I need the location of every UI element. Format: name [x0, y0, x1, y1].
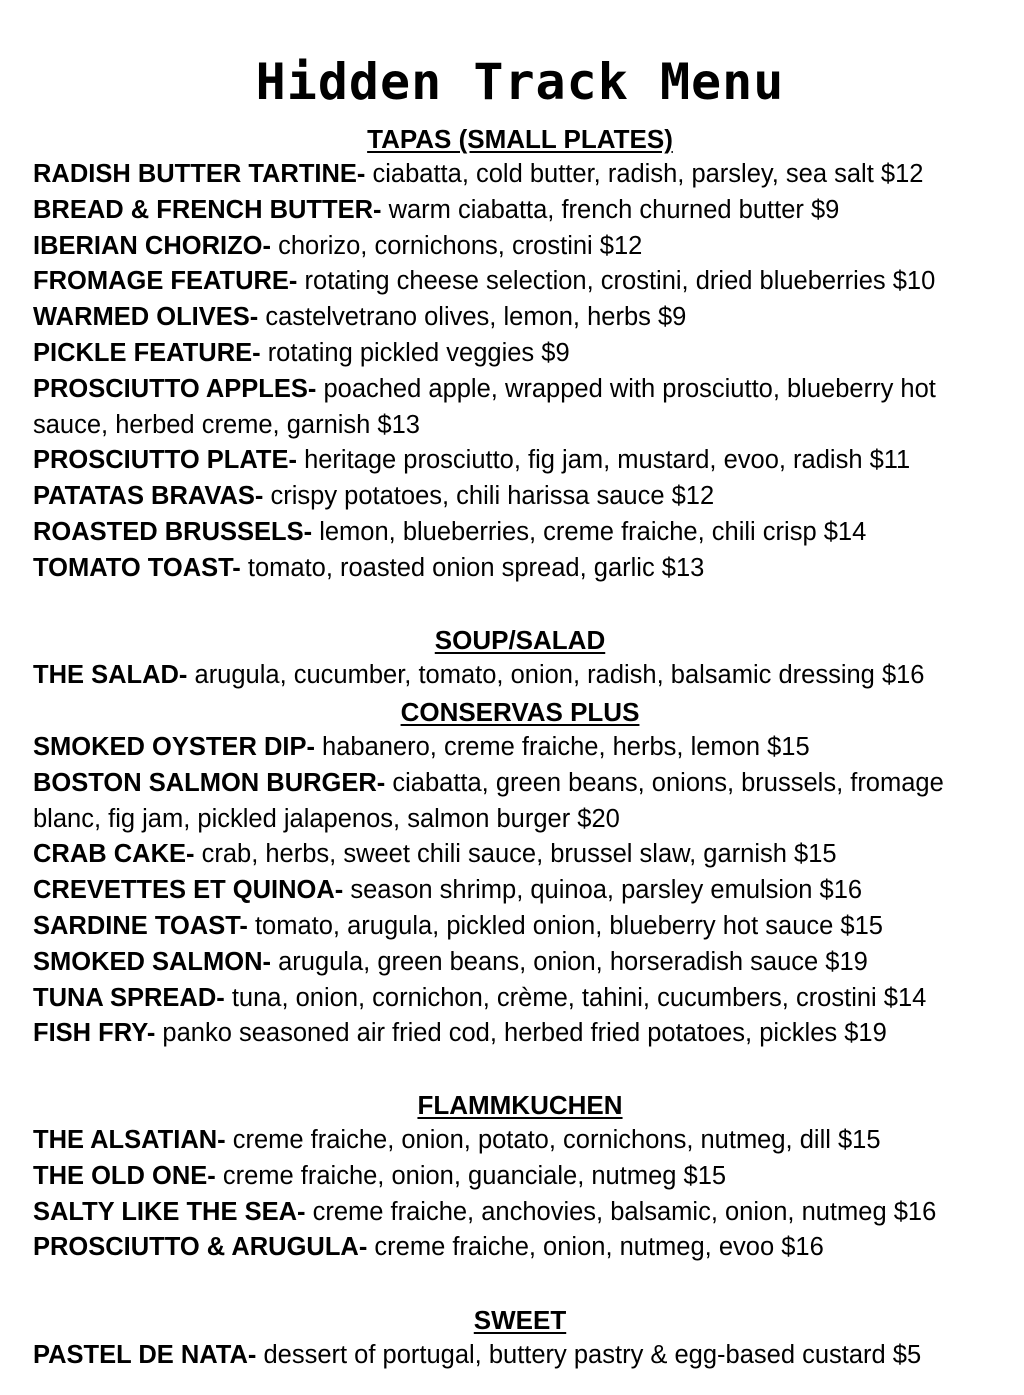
item-name: PROSCIUTTO PLATE-: [33, 446, 297, 475]
item-description: tomato, roasted onion spread, garlic $13: [240, 553, 705, 582]
item-name: SARDINE TOAST-: [33, 911, 248, 940]
item-name: WARMED OLIVES-: [33, 303, 259, 332]
menu-item: [33, 1338, 1024, 1374]
item-description: crab, herbs, sweet chili sauce, brussel slaw, garnish $15: [194, 840, 837, 869]
menu-item: [33, 551, 1024, 587]
menu-item: [33, 479, 1024, 515]
menu-item: [33, 1123, 1024, 1159]
item-description: ciabatta, green beans, onions, brussels, fromage blanc, fig jam, pickled jalapenos, salmon burger $20: [33, 768, 944, 833]
item-name: PROSCIUTTO APPLES-: [33, 374, 317, 403]
menu-item: [33, 837, 1024, 873]
section-heading: SWEET: [473, 1305, 567, 1335]
item-description: heritage prosciutto, fig jam, mustard, evoo, radish $11: [296, 446, 911, 475]
menu-item: [33, 300, 1024, 336]
item-description: poached apple, wrapped with prosciutto, blueberry hot sauce, herbed creme, garnish $13: [33, 374, 936, 439]
item-list: [0, 1123, 1024, 1266]
item-description: season shrimp, quinoa, parsley emulsion $16: [343, 876, 863, 905]
menu-item: [33, 1159, 1024, 1195]
menu-item: [33, 229, 1024, 265]
item-description: panko seasoned air fried cod, herbed fried potatoes, pickles $19: [155, 1019, 887, 1048]
item-description: arugula, cucumber, tomato, onion, radish, balsamic dressing $16: [187, 661, 925, 689]
item-description: arugula, green beans, onion, horseradish sauce $19: [271, 947, 868, 976]
item-list: [0, 658, 1024, 694]
item-list: [0, 157, 1024, 587]
menu-item: [33, 157, 1024, 193]
section-soup-salad: [0, 622, 1024, 694]
item-description: tuna, onion, cornichon, crème, tahini, cucumbers, crostini $14: [224, 983, 927, 1012]
item-description: lemon, blueberries, creme fraiche, chili crisp $14: [312, 517, 867, 546]
menu-item: [33, 981, 1024, 1017]
item-name: CRAB CAKE-: [33, 840, 195, 869]
item-name: PATATAS BRAVAS-: [33, 482, 264, 511]
section-flammkuchen: [0, 1087, 1024, 1266]
item-description: warm ciabatta, french churned butter $9: [381, 195, 840, 224]
item-name: ROASTED BRUSSELS-: [33, 517, 313, 546]
item-name: SALTY LIKE THE SEA-: [33, 1197, 306, 1226]
menu-title: Hidden Track Menu: [255, 53, 785, 111]
item-name: CREVETTES ET QUINOA-: [33, 876, 344, 905]
item-name: TUNA SPREAD-: [33, 983, 225, 1012]
menu-item: [33, 193, 1024, 229]
item-list: [0, 730, 1024, 1052]
item-name: PASTEL DE NATA-: [33, 1341, 257, 1369]
menu-item: [33, 1230, 1024, 1266]
item-description: ciabatta, cold butter, radish, parsley, sea salt $12: [365, 160, 924, 188]
item-description: creme fraiche, onion, potato, cornichons, nutmeg, dill $15: [225, 1126, 881, 1154]
item-name: THE SALAD-: [33, 661, 188, 689]
item-name: SMOKED OYSTER DIP-: [33, 733, 315, 761]
item-name: TOMATO TOAST-: [33, 553, 241, 582]
item-name: SMOKED SALMON-: [33, 947, 271, 976]
item-description: chorizo, cornichons, crostini $12: [271, 231, 643, 260]
menu-item: [33, 909, 1024, 945]
item-name: BOSTON SALMON BURGER-: [33, 768, 386, 797]
item-description: habanero, creme fraiche, herbs, lemon $15: [314, 733, 810, 761]
section-tapas: [0, 121, 1024, 587]
item-description: rotating cheese selection, crostini, dried blueberries $10: [297, 267, 936, 296]
item-description: creme fraiche, onion, guanciale, nutmeg $15: [215, 1161, 727, 1190]
menu-item: [33, 945, 1024, 981]
item-description: creme fraiche, onion, nutmeg, evoo $16: [367, 1233, 824, 1262]
item-description: rotating pickled veggies $9: [260, 338, 570, 367]
item-name: THE ALSATIAN-: [33, 1126, 226, 1154]
menu-item: [33, 658, 1024, 694]
menu-item: [33, 766, 1024, 838]
item-name: PROSCIUTTO & ARUGULA-: [33, 1233, 368, 1262]
item-name: IBERIAN CHORIZO-: [33, 231, 271, 260]
menu-item: [33, 264, 1024, 300]
item-name: FISH FRY-: [33, 1019, 156, 1048]
section-sweet: [0, 1302, 1024, 1374]
menu-item: [33, 1016, 1024, 1052]
menu-item: [33, 873, 1024, 909]
menu-item: [33, 730, 1024, 766]
section-heading: TAPAS (SMALL PLATES): [367, 124, 673, 154]
menu-item: [33, 372, 1024, 444]
item-description: tomato, arugula, pickled onion, blueberry hot sauce $15: [247, 911, 883, 940]
section-heading: FLAMMKUCHEN: [417, 1090, 623, 1120]
item-description: creme fraiche, anchovies, balsamic, onion, nutmeg $16: [305, 1197, 937, 1226]
menu-item: [33, 443, 1024, 479]
menu-item: [33, 336, 1024, 372]
item-name: THE OLD ONE-: [33, 1161, 216, 1190]
item-name: BREAD & FRENCH BUTTER-: [33, 195, 382, 224]
item-name: RADISH BUTTER TARTINE-: [33, 160, 366, 188]
item-description: castelvetrano olives, lemon, herbs $9: [258, 303, 687, 332]
section-heading: CONSERVAS PLUS: [400, 697, 640, 727]
item-description: crispy potatoes, chili harissa sauce $12: [263, 482, 715, 511]
menu-item: [33, 515, 1024, 551]
section-conservas-plus: [0, 694, 1024, 1052]
menu-item: [33, 1195, 1024, 1231]
item-description: dessert of portugal, buttery pastry & egg-based custard $5: [256, 1341, 922, 1369]
item-name: PICKLE FEATURE-: [33, 338, 261, 367]
item-name: FROMAGE FEATURE-: [33, 267, 298, 296]
item-list: [0, 1338, 1024, 1374]
section-heading: SOUP/SALAD: [434, 625, 606, 655]
